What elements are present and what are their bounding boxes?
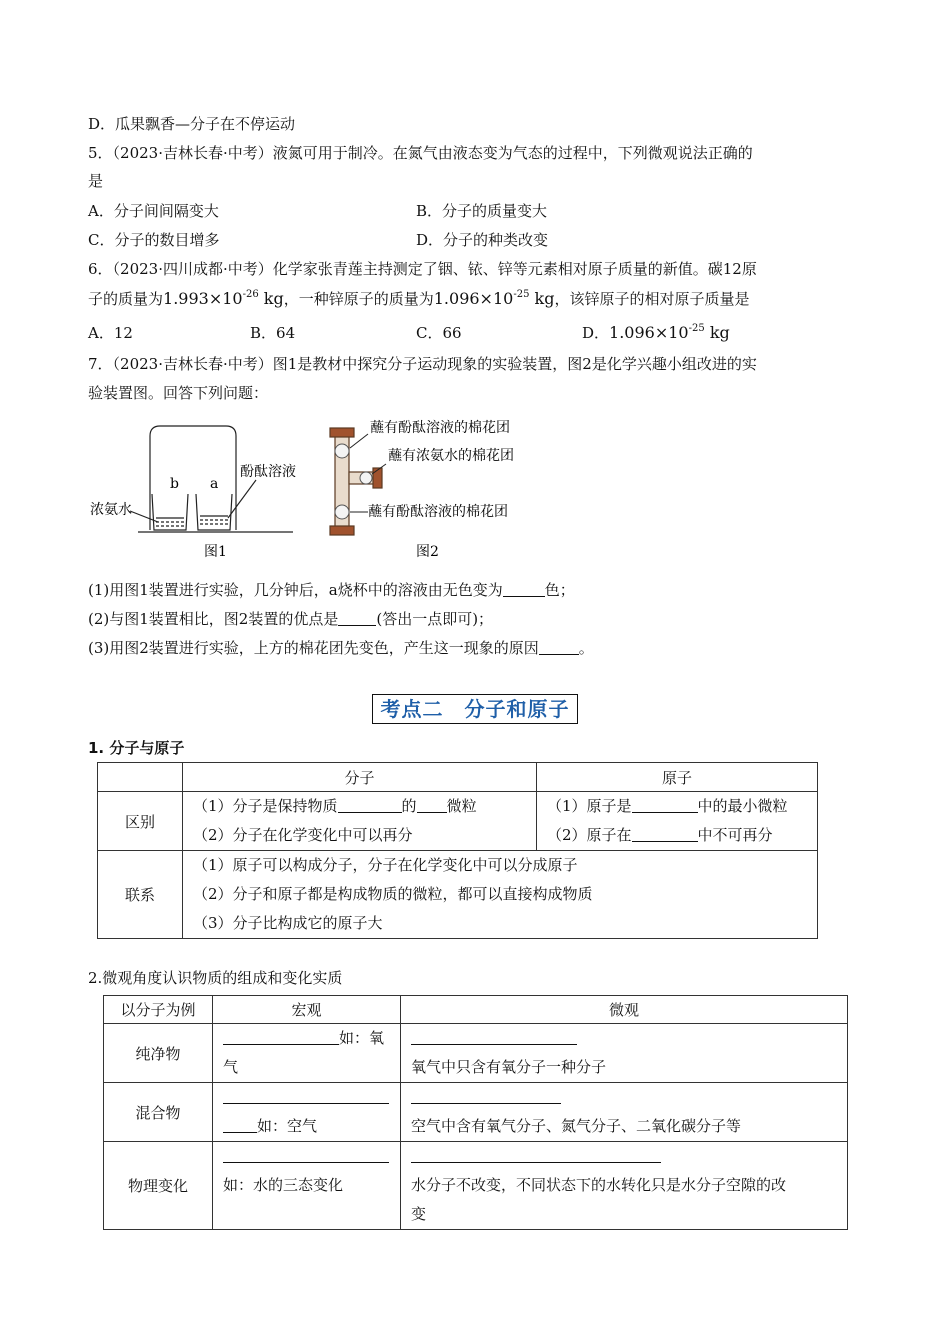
blank[interactable] (503, 582, 545, 597)
part1-heading: 1. 分子与原子 (88, 739, 185, 757)
mixture-micro: 空气中含有氧气分子、氮气分子、二氧化碳分子等 (401, 1083, 848, 1142)
q6-option-d: D．$1.096\times 10^{-25}$ kg (582, 323, 730, 342)
q6-option-c: C．66 (416, 324, 462, 342)
q7-figure (88, 418, 548, 568)
label-cotton-mid: 蘸有浓氨水的棉花团 (388, 448, 514, 464)
q4-option-d: D．瓜果飘香—分子在不停运动 (88, 115, 296, 133)
q6-option-b: B．64 (250, 324, 296, 342)
blank[interactable] (338, 611, 376, 626)
mixture-macro: 如：空气 (213, 1083, 401, 1142)
q5-option-a: A．分子间间隔变大 (88, 202, 219, 220)
figure2-caption: 图2 (416, 544, 439, 560)
label-ammonia: 浓氨水 (90, 502, 132, 518)
part2-heading: 2.微观角度认识物质的组成和变化实质 (88, 969, 343, 987)
diff-atom: （1）原子是 中的最小微粒 （2）原子在 中不可再分 (537, 792, 818, 851)
q6-stem-line1: 6．（2023·四川成都·中考）化学家张青莲主持测定了铟、铱、锌等元素相对原子质量的新值。碳12原 (88, 260, 757, 278)
relation-content: （1）原子可以构成分子，分子在化学变化中可以分成原子 （2）分子和原子都是构成物质的微粒，都可以直接构成物质 （3）分子比构成它的原子大 (183, 851, 818, 939)
blank[interactable] (539, 640, 579, 655)
q6-stem-line2: 子的质量为$1.993\times 10^{-26}$ kg，一种锌原子的质量为$1.096\times 10^{-25}$ kg，该锌原子的相对原子质量是 (88, 289, 750, 308)
physical-macro: 如：水的三态变化 (213, 1142, 401, 1230)
micro-view-table (103, 995, 848, 1230)
blank[interactable] (223, 1148, 389, 1163)
row-difference: 区别 (98, 792, 183, 851)
q5-option-b: B．分子的质量变大 (416, 202, 548, 220)
molecule-atom-table (97, 762, 818, 939)
blank[interactable] (223, 1030, 339, 1045)
section-title: 考点二 分子和原子 (372, 694, 578, 724)
header-atom: 原子 (537, 763, 818, 792)
header-micro: 微观 (401, 996, 848, 1024)
label-phenolphthalein: 酚酞溶液 (240, 464, 296, 480)
q7-sub3: (3)用图2装置进行实验，上方的棉花团先变色，产生这一现象的原因 。 (88, 639, 594, 657)
q7-stem-line1: 7．（2023·吉林长春·中考）图1是教材中探究分子运动现象的实验装置，图2是化学兴趣小组改进的实 (88, 355, 757, 373)
blank[interactable] (411, 1030, 577, 1045)
figure1-caption: 图1 (204, 544, 227, 560)
blank[interactable] (632, 798, 698, 813)
blank[interactable] (223, 1089, 389, 1104)
row-mixture: 混合物 (104, 1083, 213, 1142)
q5-option-d: D．分子的种类改变 (416, 231, 549, 249)
q5-option-c: C．分子的数目增多 (88, 231, 220, 249)
pure-micro: 氧气中只含有氧分子一种分子 (401, 1024, 848, 1083)
q6-c12-mass: $1.993\times 10^{-26}$ kg (163, 289, 284, 308)
physical-micro: 水分子不改变，不同状态下的水转化只是水分子空隙的改 变 (401, 1142, 848, 1230)
label-cotton-top: 蘸有酚酞溶液的棉花团 (370, 420, 510, 436)
diff-molecule: （1）分子是保持物质 的 微粒 （2）分子在化学变化中可以再分 (183, 792, 537, 851)
blank[interactable] (411, 1089, 561, 1104)
q7-stem-line2: 验装置图。回答下列问题： (88, 384, 269, 402)
header-macro: 宏观 (213, 996, 401, 1024)
blank[interactable] (417, 798, 447, 813)
q7-sub1: (1)用图1装置进行实验，几分钟后，a烧杯中的溶液由无色变为 色； (88, 581, 575, 599)
header-molecule: 分子 (183, 763, 537, 792)
row-relation: 联系 (98, 851, 183, 939)
q6-zn-mass: $1.096\times 10^{-25}$ kg (433, 289, 555, 308)
row-pure-substance: 纯净物 (104, 1024, 213, 1083)
q7-sub2: (2)与图1装置相比，图2装置的优点是 (答出一点即可)； (88, 610, 494, 628)
blank[interactable] (411, 1148, 661, 1163)
q5-stem-line1: 5．（2023·吉林长春·中考）液氮可用于制冷。在氮气由液态变为气态的过程中，下列微观说法正确的 (88, 144, 753, 162)
blank[interactable] (338, 798, 402, 813)
q5-stem-line2: 是 (88, 172, 104, 190)
corner-cell (98, 763, 183, 792)
row-physical-change: 物理变化 (104, 1142, 213, 1230)
pure-macro: 如：氧 气 (213, 1024, 401, 1083)
label-cotton-bottom: 蘸有酚酞溶液的棉花团 (368, 504, 508, 520)
blank[interactable] (632, 827, 698, 842)
header-example: 以分子为例 (104, 996, 213, 1024)
label-beaker-b: b (170, 476, 179, 492)
q6-option-a: A．12 (88, 324, 133, 342)
blank[interactable] (223, 1118, 257, 1133)
label-beaker-a: a (210, 476, 219, 492)
